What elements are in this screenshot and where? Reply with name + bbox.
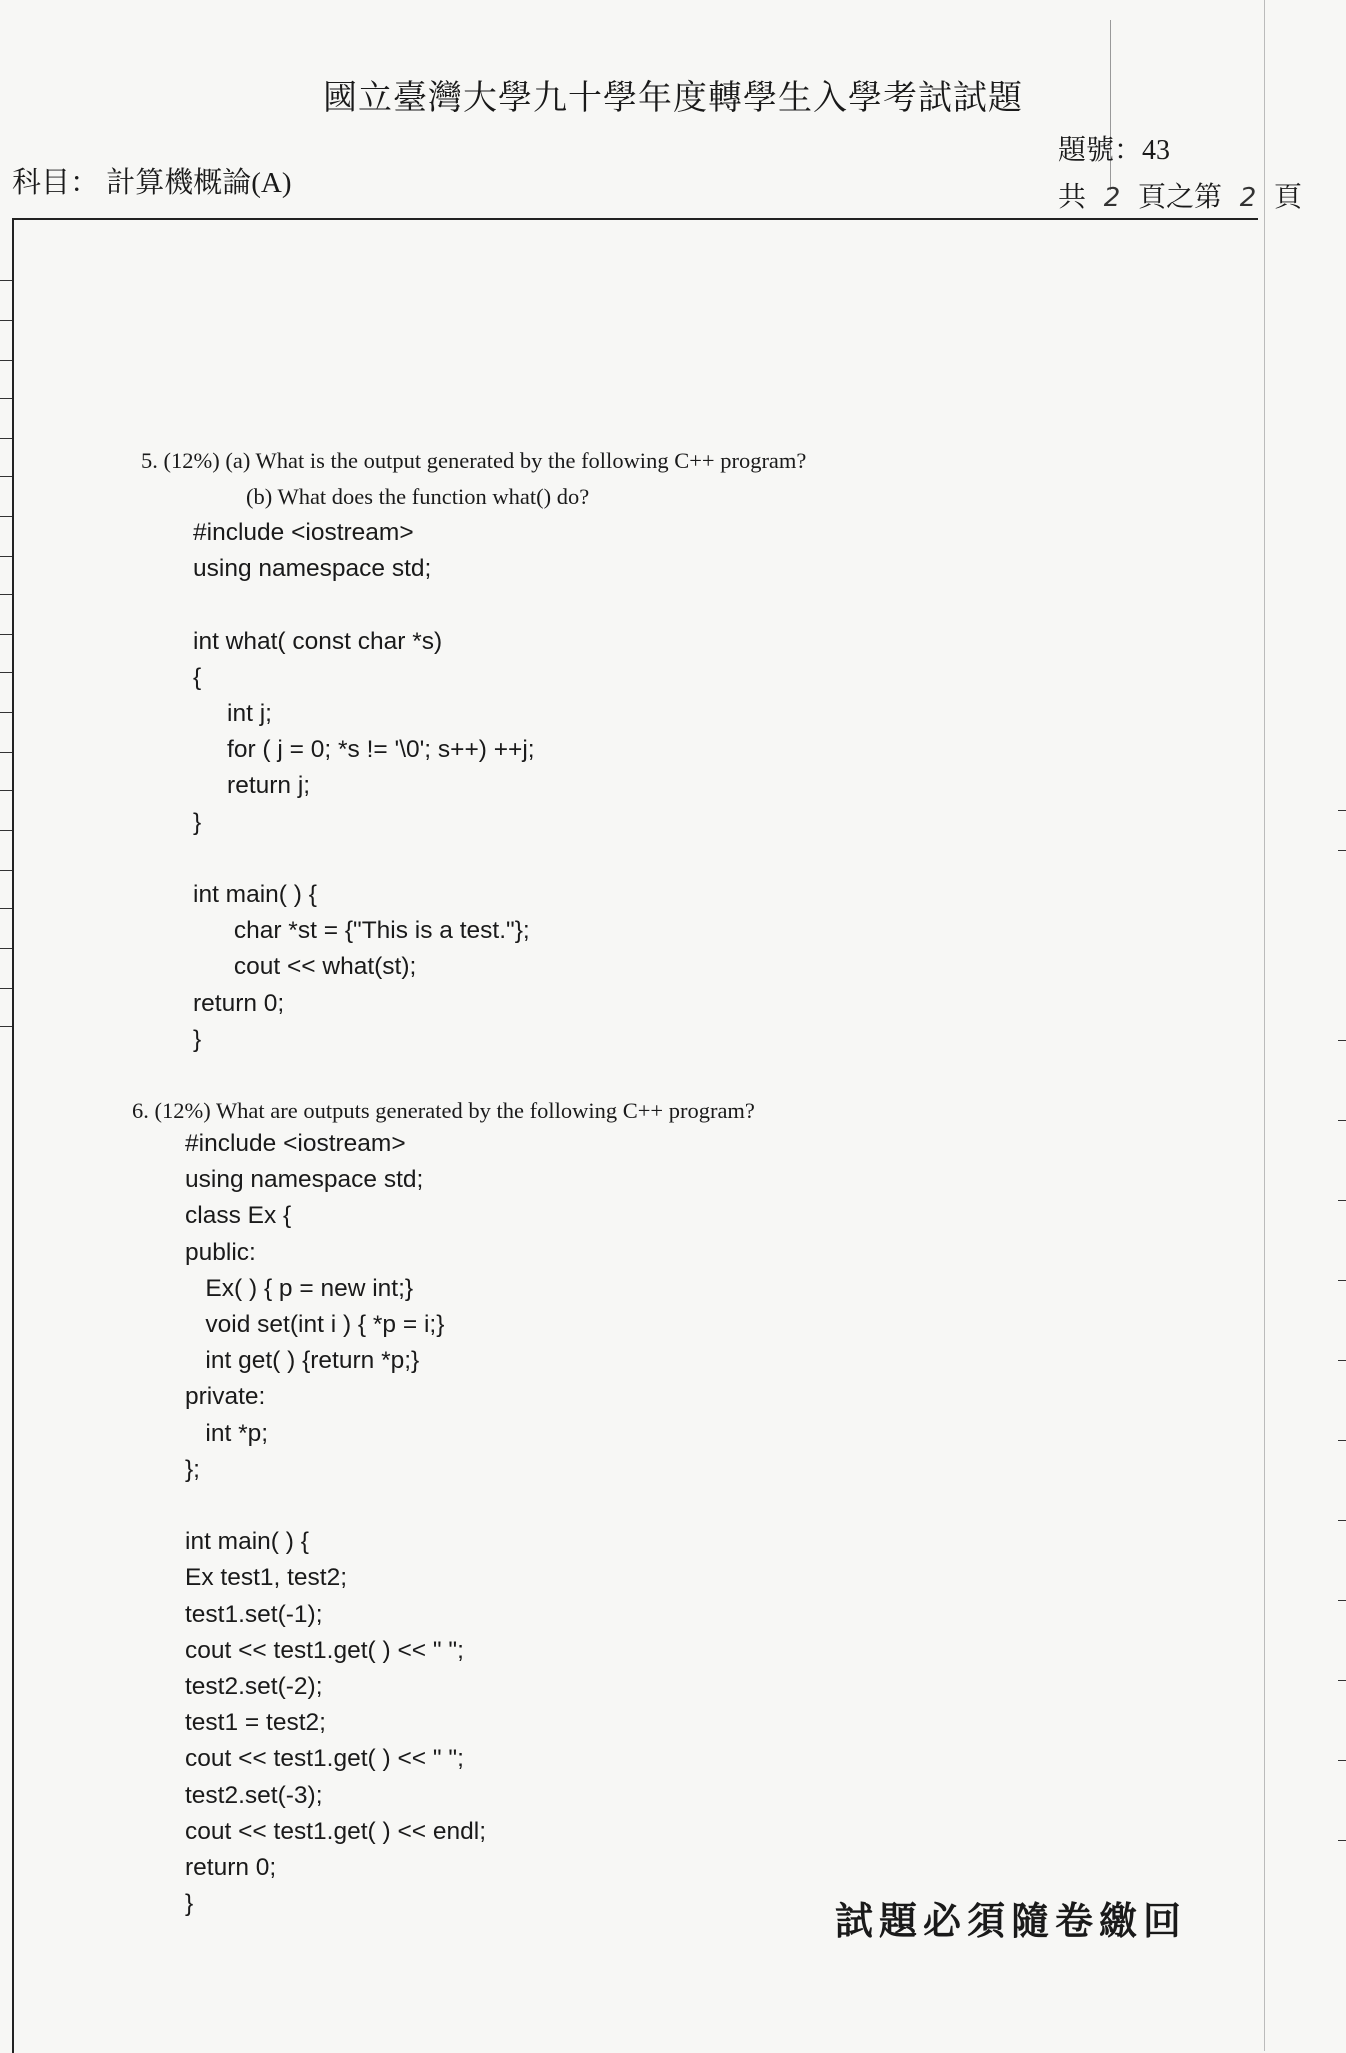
code-line: Ex test1, test2;: [185, 1564, 348, 1592]
margin-tick: [1338, 1440, 1346, 1441]
code-line: public:: [185, 1238, 256, 1266]
margin-tick: [1338, 1520, 1346, 1521]
code-line: char *st = {"This is a test."};: [193, 917, 530, 945]
pages-middle: 頁之第: [1138, 182, 1223, 213]
code-line: }: [193, 808, 202, 836]
code-line: #include <iostream>: [193, 519, 414, 546]
margin-tick: [1338, 1760, 1346, 1761]
code-line: for ( j = 0; *s != '\0'; s++) ++j;: [193, 736, 535, 764]
code-line: test1 = test2;: [185, 1709, 326, 1737]
margin-tick: [0, 516, 12, 517]
page-edge-line: [1264, 0, 1265, 2051]
margin-tick: [1338, 1200, 1346, 1201]
margin-tick: [0, 398, 12, 399]
code-line: using namespace std;: [193, 555, 432, 583]
code-line: cout << test1.get( ) << " ";: [185, 1636, 464, 1664]
code-line: test2.set(-3);: [185, 1781, 323, 1809]
pages-prefix: 共: [1058, 182, 1087, 213]
margin-tick: [1338, 1680, 1346, 1681]
code-line: int main( ) {: [185, 1528, 309, 1556]
q5-prompt-b: (b) What does the function what() do?: [246, 484, 590, 509]
margin-tick: [1338, 1600, 1346, 1601]
margin-tick: [0, 790, 12, 791]
margin-tick: [1338, 1840, 1346, 1841]
code-line: Ex( ) { p = new int;}: [185, 1274, 414, 1302]
margin-tick: [0, 908, 12, 909]
code-line: int main( ) {: [193, 881, 317, 908]
code-line: int get( ) {return *p;}: [185, 1347, 420, 1375]
pages-current: 2: [1239, 183, 1257, 213]
page-count: [1058, 175, 1302, 215]
margin-tick: [1338, 850, 1346, 851]
code-line: int *p;: [185, 1419, 269, 1447]
code-line: #include <iostream>: [185, 1130, 406, 1157]
margin-tick: [1338, 1120, 1346, 1121]
margin-tick: [0, 988, 12, 989]
code-line: class Ex {: [185, 1202, 292, 1230]
code-line: return 0;: [185, 1854, 277, 1881]
code-line: using namespace std;: [185, 1166, 424, 1194]
margin-tick: [0, 556, 12, 557]
code-line: return j;: [193, 772, 311, 800]
code-line: cout << what(st);: [193, 953, 417, 981]
q6-prompt: 6. (12%) What are outputs generated by the following C++ program?: [132, 1098, 755, 1123]
code-line: void set(int i ) { *p = i;}: [185, 1311, 445, 1338]
code-line: cout << test1.get( ) << " ";: [185, 1745, 464, 1773]
code-line: }: [185, 1890, 194, 1918]
subject-label: 科目： 計算機概論(A): [12, 167, 292, 199]
margin-tick: [0, 752, 12, 753]
code-line: test2.set(-2);: [185, 1673, 323, 1700]
margin-tick: [0, 360, 12, 361]
code-line: {: [193, 663, 202, 691]
exam-title: 國立臺灣大學九十學年度轉學生入學考試試題: [323, 80, 1023, 117]
code-line: int j;: [193, 700, 272, 727]
code-line: int what( const char *s): [193, 627, 443, 655]
code-line: }: [193, 1025, 202, 1053]
code-line: private:: [185, 1383, 266, 1411]
margin-tick: [1338, 810, 1346, 811]
margin-tick: [0, 594, 12, 595]
margin-tick: [0, 634, 12, 635]
margin-tick: [0, 476, 12, 477]
margin-tick: [1338, 1280, 1346, 1281]
margin-tick: [0, 830, 12, 831]
margin-tick: [0, 438, 12, 439]
margin-tick: [0, 280, 12, 281]
margin-tick: [0, 870, 12, 871]
code-line: };: [185, 1455, 200, 1483]
return-exam-stamp: 試題必須隨卷繳回: [835, 1898, 1188, 1943]
code-line: test1.set(-1);: [185, 1600, 323, 1628]
margin-tick: [0, 948, 12, 949]
code-line: cout << test1.get( ) << endl;: [185, 1817, 486, 1845]
pages-suffix: 頁: [1274, 182, 1303, 213]
margin-tick: [1338, 1040, 1346, 1041]
code-line: return 0;: [193, 989, 285, 1017]
margin-tick: [0, 672, 12, 673]
margin-tick: [0, 712, 12, 713]
margin-tick: [1338, 1360, 1346, 1361]
q5-prompt-a: 5. (12%) (a) What is the output generated by the following C++ program?: [141, 448, 807, 473]
margin-tick: [0, 320, 12, 321]
question-number: 題號：43: [1058, 135, 1171, 166]
pages-total: 2: [1103, 183, 1121, 213]
margin-tick: [0, 1026, 12, 1027]
